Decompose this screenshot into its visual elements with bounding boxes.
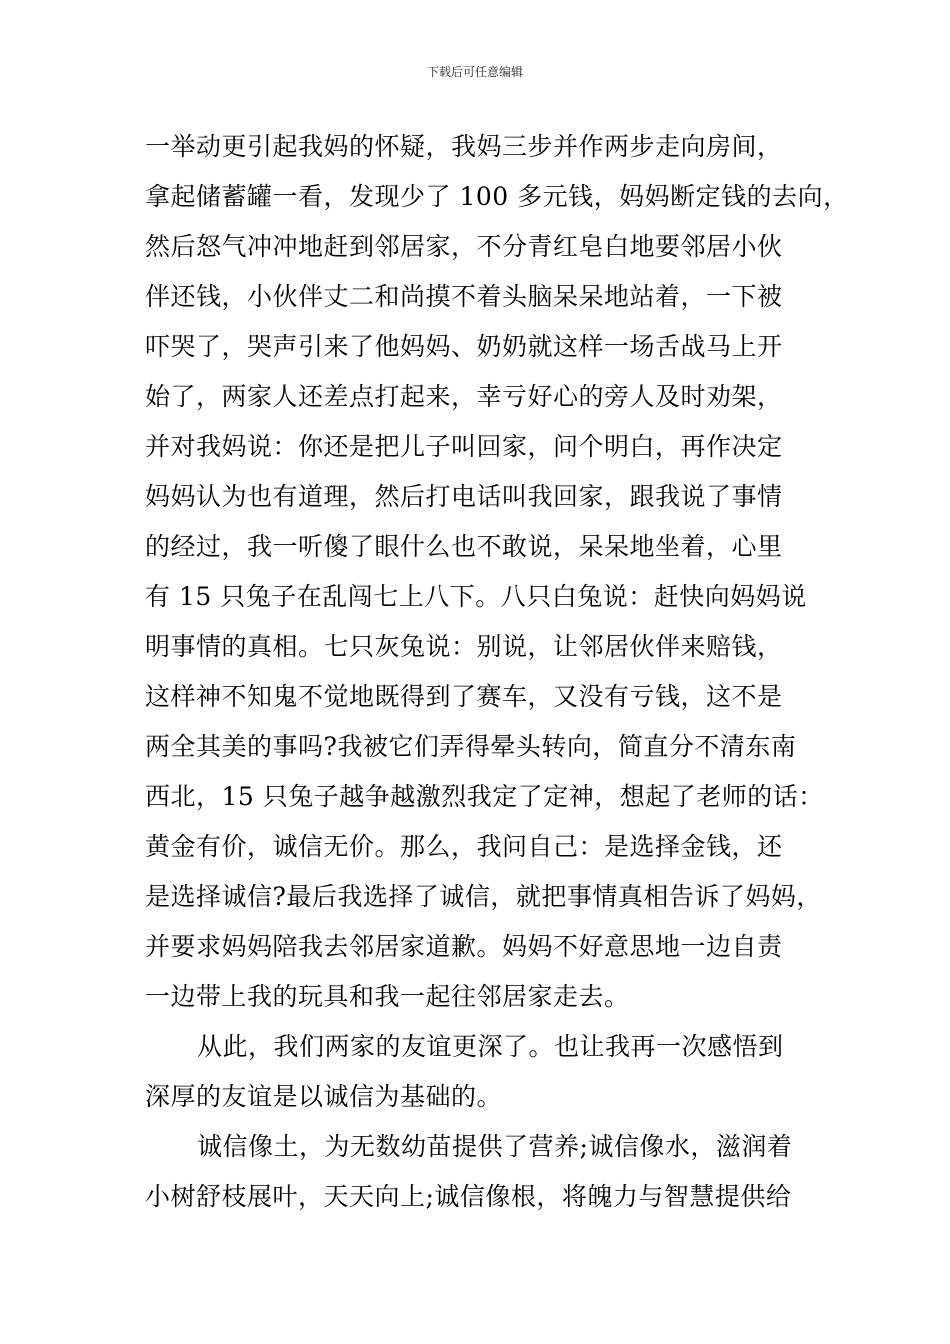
text-line: 西北，15 只兔子越争越激烈我定了定神，想起了老师的话：: [145, 782, 824, 811]
text-line: 明事情的真相。七只灰兔说：别说，让邻居伙伴来赔钱，: [145, 632, 783, 661]
text-line: 始了，两家人还差点打起来，幸亏好心的旁人及时劝架，: [145, 382, 783, 411]
paragraph-start-line: 诚信像土，为无数幼苗提供了营养;诚信像水，滋润着: [197, 1132, 793, 1161]
text-line: 并要求妈妈陪我去邻居家道歉。妈妈不好意思地一边自责: [145, 932, 783, 961]
text-line: 并对我妈说：你还是把儿子叫回家，问个明白，再作决定: [145, 432, 783, 461]
text-line: 深厚的友谊是以诚信为基础的。: [145, 1082, 503, 1111]
text-line: 两全其美的事吗?我被它们弄得晕头转向，简直分不清东南: [145, 732, 797, 761]
text-line: 伴还钱，小伙伴丈二和尚摸不着头脑呆呆地站着，一下被: [145, 282, 783, 311]
text-line: 的经过，我一听傻了眼什么也不敢说，呆呆地坐着，心里: [145, 532, 783, 561]
text-line: 妈妈认为也有道理，然后打电话叫我回家，跟我说了事情: [145, 482, 783, 511]
text-line: 然后怒气冲冲地赶到邻居家，不分青红皂白地要邻居小伙: [145, 232, 783, 261]
text-line: 拿起储蓄罐一看，发现少了 100 多元钱，妈妈断定钱的去向，: [145, 182, 849, 211]
paragraph-start-line: 从此，我们两家的友谊更深了。也让我再一次感悟到: [197, 1032, 784, 1061]
article-body: [145, 130, 849, 1230]
text-line: 黄金有价，诚信无价。那么，我问自己：是选择金钱，还: [145, 832, 783, 861]
text-line: 这样神不知鬼不觉地既得到了赛车，又没有亏钱，这不是: [145, 682, 783, 711]
text-line: 小树舒枝展叶，天天向上;诚信像根，将魄力与智慧提供给: [145, 1182, 792, 1211]
text-line: 吓哭了，哭声引来了他妈妈、奶奶就这样一场舌战马上开: [145, 332, 783, 361]
page-header: 下载后可任意编辑: [426, 65, 523, 79]
text-line: 是选择诚信?最后我选择了诚信，就把事情真相告诉了妈妈，: [145, 882, 822, 911]
text-line: 一举动更引起我妈的怀疑，我妈三步并作两步走向房间，: [145, 132, 783, 161]
text-line: 有 15 只兔子在乱闯七上八下。八只白兔说：赶快向妈妈说: [145, 582, 807, 611]
text-line: 一边带上我的玩具和我一起往邻居家走去。: [145, 982, 630, 1011]
